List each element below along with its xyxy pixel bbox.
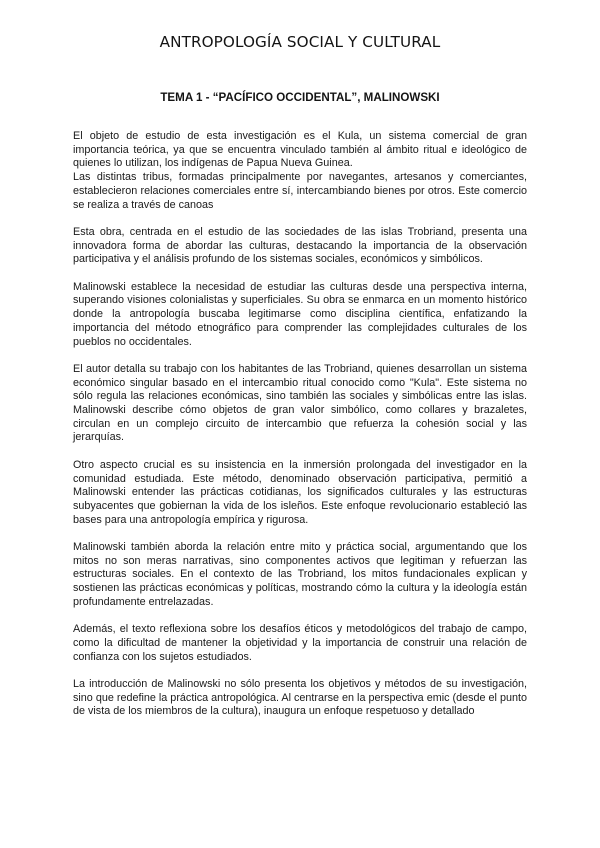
- paragraph-introduction-emic: La introducción de Malinowski no sólo presenta los objetivos y métodos de su investigación, sino que redefine la práctica antropológica. Al centrarse en la perspectiva emic (desde el punto de vista de los miembros de la cultura), inaugura un enfoque respetuoso y detallado: [73, 678, 527, 718]
- paragraph-myth-practice: Malinowski también aborda la relación entre mito y práctica social, argumentando que los mitos no son meras narrativas, sino componentes activos que legitiman y refuerzan las estructuras sociales. En el contexto de las Trobriand, los mitos fundacionales explican y sostienen las prácticas económicas y políticas, mostrando cómo la cultura y la ideología están profundamente entrelazadas.: [73, 541, 527, 608]
- paragraph-participant-observation: Otro aspecto crucial es su insistencia en la inmersión prolongada del investigador en la comunidad estudiada. Este método, denominado observación participativa, permitió a Malinowski entender las prácticas cotidianas, los significados culturales y las estructuras subyacentes que gobiernan la vida de los isleños. Este enfoque revolucionario estableció las bases para una antropología empírica y rigurosa.: [73, 458, 527, 526]
- paragraph-kula-intro: El objeto de estudio de esta investigación es el Kula, un sistema comercial de gran importancia teórica, ya que se encuentra vinculado también al ámbito ritual e ideológico de quienes lo utilizan, los indígenas de Papua Nueva Guinea.: [73, 130, 527, 170]
- paragraph-ethical-challenges: Además, el texto reflexiona sobre los desafíos éticos y metodológicos del trabajo de campo, como la dificultad de mantener la objetividad y la importancia de construir una relación de confianza con los sujetos estudiados.: [73, 623, 527, 663]
- document-title: ANTROPOLOGÍA SOCIAL Y CULTURAL: [159, 33, 441, 51]
- paragraph-trobriand-work: Esta obra, centrada en el estudio de las sociedades de las islas Trobriand, presenta una innovadora forma de abordar las culturas, destacando la importancia de la observación participativa y el análisis profundo de los sistemas sociales, económicos y simbólicos.: [73, 225, 527, 266]
- section-title: TEMA 1 - “PACÍFICO OCCIDENTAL”, MALINOWSKI: [160, 91, 440, 104]
- paragraph-tribes: Las distintas tribus, formadas principalmente por navegantes, artesanos y comerciantes, establecieron relaciones comerciales entre sí, intercambiando bienes por otros. Este comercio se realiza a través de canoas: [73, 171, 527, 211]
- paragraph-kula-system: El autor detalla su trabajo con los habitantes de las Trobriand, quienes desarrollan un sistema económico singular basado en el intercambio ritual conocido como "Kula". Este sistema no sólo regula las relaciones económicas, sino también las sociales y simbólicas entre las islas. Malinowski describe cómo objetos de gran valor simbólico, como collares y brazaletes, circulan en un complejo circuito de intercambio que refuerza la cohesión social y las jerarquías.: [73, 362, 527, 444]
- document-body: [73, 130, 527, 733]
- paragraph-internal-perspective: Malinowski establece la necesidad de estudiar las culturas desde una perspectiva interna, superando visiones colonialistas y superficiales. Su obra se enmarca en un momento histórico donde la antropología buscaba legitimarse como disciplina científica, enfatizando la importancia del método etnográfico para comprender las complejidades culturales de los pueblos no occidentales.: [73, 280, 527, 348]
